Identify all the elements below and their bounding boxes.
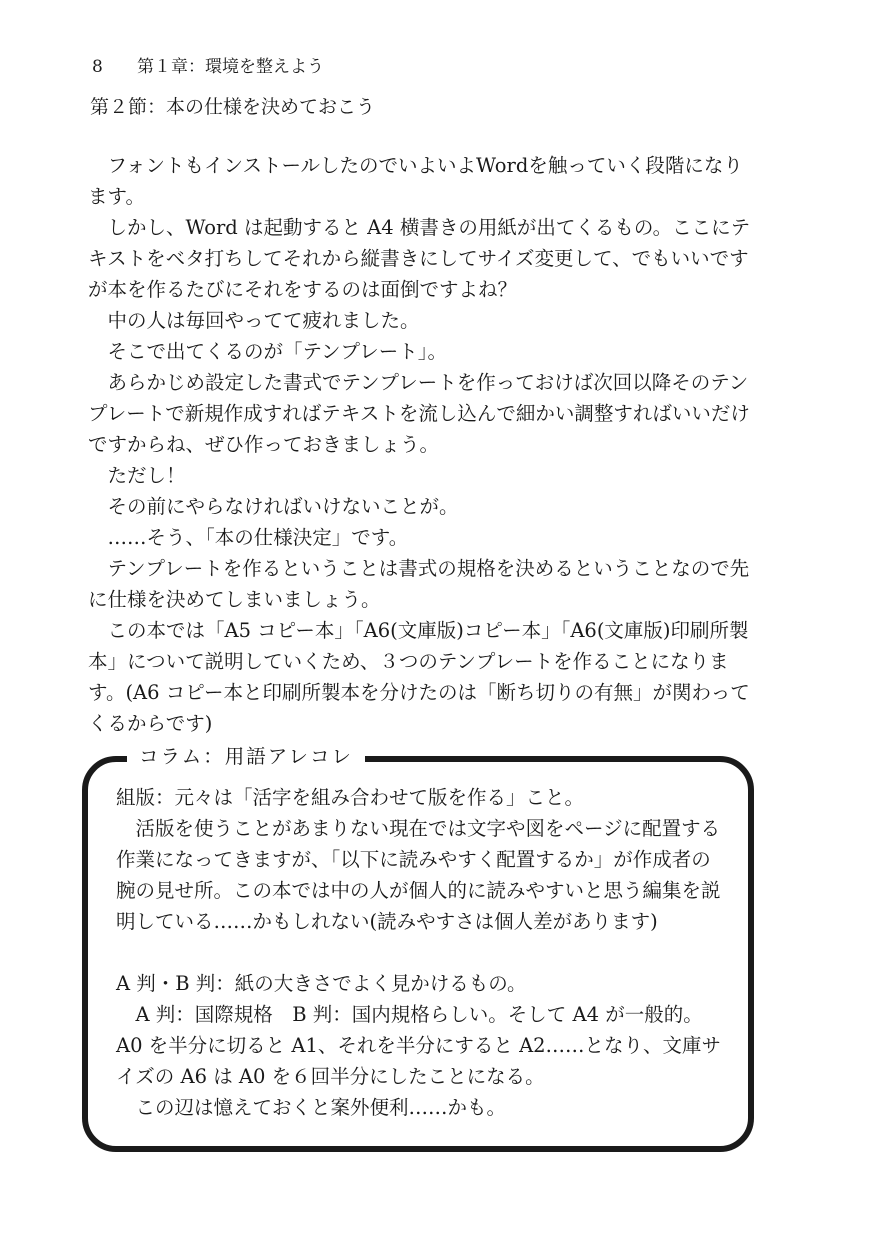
term-kumihan-body: 活版を使うことがあまりない現在では文字や図をページに配置する作業になってきますが、「以下に読みやすく配置するか」が作成者の腕の見せ所。この本では中の人が個人的に読みやすいと思う編集を説明している……かもしれない(読みやすさは個人差があります) xyxy=(116,817,721,933)
section-title: 第２節：本の仕様を決めておこう xyxy=(90,96,376,118)
paragraph: ……そう、「本の仕様決定」です。 xyxy=(107,526,409,549)
term-paper-body: A 判：国際規格 B 判：国内規格らしい。そして A4 が一般的。A0 を半分に切ると A1、それを半分にすると A2……となり、文庫サイズの A6 は A0 を６回半分にしたことになる。 xyxy=(116,1003,722,1088)
paragraph: しかし、Word は起動すると A4 横書きの用紙が出てくるもの。ここにテキストをベタ打ちしてそれから縦書きにしてサイズ変更して、でもいいですが本を作るたびにそれをするのは面倒ですよね？ xyxy=(88,216,751,301)
paragraph: 中の人は毎回やってて疲れました。 xyxy=(107,309,420,332)
term-kumihan-heading: 組版：元々は「活字を組み合わせて版を作る」こと。 xyxy=(116,786,585,809)
paragraph: その前にやらなければいけないことが。 xyxy=(107,495,459,518)
page-number: 8 xyxy=(92,57,103,77)
paragraph: この本では「A5 コピー本」「A6(文庫版)コピー本」「A6(文庫版)印刷所製本」について説明していくため、３つのテンプレートを作ることになります。(A6 コピー本と印刷所製本を分けたのは「断ち切りの有無」が関わってくるからです) xyxy=(88,619,750,735)
paragraph: そこで出てくるのが「テンプレート」。 xyxy=(107,340,447,363)
column-body xyxy=(116,782,728,1123)
paragraph: あらかじめ設定した書式でテンプレートを作っておけば次回以降そのテンプレートで新規作成すればテキストを流し込んで細かい調整すればいいだけですからね、ぜひ作っておきましょう。 xyxy=(88,371,750,456)
paragraph: フォントもインストールしたのでいよいよWordを触っていく段階になります。 xyxy=(88,154,743,208)
term-paper-note: この辺は憶えておくと案外便利……かも。 xyxy=(135,1096,507,1119)
column-title: コラム：用語アレコレ xyxy=(127,741,365,769)
chapter-title: 第１章：環境を整えよう xyxy=(137,57,324,77)
paragraph: ただし！ xyxy=(107,464,186,487)
paragraph: テンプレートを作るということは書式の規格を決めるということなので先に仕様を決めてしまいましょう。 xyxy=(88,557,750,611)
running-header xyxy=(92,52,324,77)
body-text xyxy=(88,150,753,739)
spacer xyxy=(116,937,728,968)
term-paper-heading: A 判・B 判：紙の大きさでよく見かけるもの。 xyxy=(116,972,527,995)
